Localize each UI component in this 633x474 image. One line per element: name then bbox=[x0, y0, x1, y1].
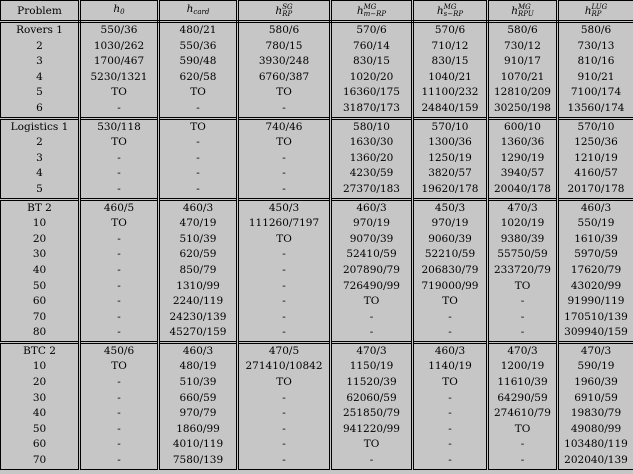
value-cell: 45270/159 bbox=[159, 325, 238, 342]
value-cell: TO bbox=[413, 375, 488, 391]
value-cell: - bbox=[238, 166, 331, 182]
value-cell: 719000/99 bbox=[413, 279, 488, 295]
problem-cell: 80 bbox=[1, 325, 80, 342]
value-cell: TO bbox=[238, 85, 331, 101]
value-cell: 206830/79 bbox=[413, 263, 488, 279]
value-cell: 170510/139 bbox=[558, 310, 633, 326]
problem-cell: 10 bbox=[1, 359, 80, 375]
table-row bbox=[1, 437, 633, 453]
value-cell: 450/6 bbox=[80, 342, 159, 359]
problem-cell: 2 bbox=[1, 135, 80, 151]
header-problem-label: Problem bbox=[17, 4, 62, 17]
value-cell: 1250/36 bbox=[558, 135, 633, 151]
value-cell: 850/79 bbox=[159, 263, 238, 279]
value-cell: - bbox=[331, 325, 413, 342]
value-cell: 470/3 bbox=[488, 342, 558, 359]
header-hmg-mrp-base: h bbox=[356, 4, 364, 17]
value-cell: 55750/59 bbox=[488, 247, 558, 263]
table-row bbox=[1, 182, 633, 199]
problem-cell: 4 bbox=[1, 70, 80, 86]
value-cell: - bbox=[80, 422, 159, 438]
problem-cell: 4 bbox=[1, 166, 80, 182]
value-cell: 13560/174 bbox=[558, 101, 633, 118]
value-cell: 780/15 bbox=[238, 39, 331, 55]
value-cell: 510/39 bbox=[159, 375, 238, 391]
value-cell: 5230/1321 bbox=[80, 70, 159, 86]
value-cell: - bbox=[413, 453, 488, 469]
value-cell: 1300/36 bbox=[413, 135, 488, 151]
value-cell: 1140/19 bbox=[413, 359, 488, 375]
table-row bbox=[1, 166, 633, 182]
header-hmg-rpu-base: h bbox=[511, 4, 518, 17]
value-cell: 20170/178 bbox=[558, 182, 633, 199]
value-cell: 450/3 bbox=[413, 199, 488, 216]
value-cell: 1200/19 bbox=[488, 359, 558, 375]
table-row bbox=[1, 310, 633, 326]
problem-cell: 20 bbox=[1, 232, 80, 248]
problem-cell: 2 bbox=[1, 39, 80, 55]
value-cell: 740/46 bbox=[238, 118, 331, 135]
table-row bbox=[1, 54, 633, 70]
table-row bbox=[1, 22, 633, 39]
table-row bbox=[1, 70, 633, 86]
value-cell: 11610/39 bbox=[488, 375, 558, 391]
value-cell: - bbox=[488, 310, 558, 326]
value-cell: 710/12 bbox=[413, 39, 488, 55]
value-cell: 470/3 bbox=[558, 342, 633, 359]
value-cell: 1860/99 bbox=[159, 422, 238, 438]
value-cell: - bbox=[159, 135, 238, 151]
value-cell: TO bbox=[159, 118, 238, 135]
value-cell: 1020/20 bbox=[331, 70, 413, 86]
table-row bbox=[1, 359, 633, 375]
value-cell: - bbox=[80, 325, 159, 342]
value-cell: 52210/59 bbox=[413, 247, 488, 263]
value-cell: 580/6 bbox=[488, 22, 558, 39]
value-cell: 7580/139 bbox=[159, 453, 238, 469]
value-cell: 27370/183 bbox=[331, 182, 413, 199]
value-cell: 760/14 bbox=[331, 39, 413, 55]
value-cell: 111260/7197 bbox=[238, 216, 331, 232]
header-hcard-base: h bbox=[186, 3, 194, 15]
value-cell: 460/5 bbox=[80, 199, 159, 216]
value-cell: - bbox=[238, 391, 331, 407]
value-cell: 9380/39 bbox=[488, 232, 558, 248]
value-cell: 510/39 bbox=[159, 232, 238, 248]
value-cell: 941220/99 bbox=[331, 422, 413, 438]
value-cell: 470/3 bbox=[488, 199, 558, 216]
value-cell: 570/6 bbox=[413, 22, 488, 39]
table-row bbox=[1, 39, 633, 55]
problem-cell: 60 bbox=[1, 294, 80, 310]
table-row bbox=[1, 453, 633, 469]
value-cell: 730/12 bbox=[488, 39, 558, 55]
table-row bbox=[1, 325, 633, 342]
value-cell: 660/59 bbox=[159, 391, 238, 407]
table-row bbox=[1, 101, 633, 118]
header-row bbox=[1, 1, 633, 22]
value-cell: TO bbox=[80, 85, 159, 101]
value-cell: TO bbox=[238, 375, 331, 391]
problem-cell: 5 bbox=[1, 182, 80, 199]
value-cell: TO bbox=[331, 437, 413, 453]
table-row bbox=[1, 342, 633, 359]
value-cell: - bbox=[331, 453, 413, 469]
table-row bbox=[1, 294, 633, 310]
value-cell: 6910/59 bbox=[558, 391, 633, 407]
value-cell: 207890/79 bbox=[331, 263, 413, 279]
value-cell: - bbox=[80, 182, 159, 199]
problem-cell: 20 bbox=[1, 375, 80, 391]
value-cell: 480/21 bbox=[159, 22, 238, 39]
value-cell: 450/3 bbox=[238, 199, 331, 216]
header-h0-sub: 0 bbox=[120, 8, 125, 16]
table-row bbox=[1, 199, 633, 216]
table-row bbox=[1, 375, 633, 391]
header-hlug-rp bbox=[558, 1, 633, 22]
value-cell: TO bbox=[80, 359, 159, 375]
value-cell: 590/19 bbox=[558, 359, 633, 375]
value-cell: 1290/19 bbox=[488, 151, 558, 167]
value-cell: - bbox=[413, 391, 488, 407]
value-cell: - bbox=[159, 151, 238, 167]
value-cell: 580/10 bbox=[331, 118, 413, 135]
value-cell: 4230/59 bbox=[331, 166, 413, 182]
table-row bbox=[1, 216, 633, 232]
value-cell: 271410/10842 bbox=[238, 359, 331, 375]
value-cell: - bbox=[80, 406, 159, 422]
value-cell: - bbox=[413, 310, 488, 326]
problem-cell: 60 bbox=[1, 437, 80, 453]
value-cell: 460/3 bbox=[331, 199, 413, 216]
value-cell: - bbox=[413, 437, 488, 453]
value-cell: 233720/79 bbox=[488, 263, 558, 279]
value-cell: 1310/99 bbox=[159, 279, 238, 295]
value-cell: 274610/79 bbox=[488, 406, 558, 422]
value-cell: 460/3 bbox=[159, 342, 238, 359]
header-hcard-sub: card bbox=[193, 8, 210, 16]
header-hlug-rp-sub: RP bbox=[591, 9, 602, 18]
value-cell: 910/17 bbox=[488, 54, 558, 70]
header-hlug-rp-sup: LUG bbox=[591, 2, 608, 11]
value-cell: - bbox=[238, 310, 331, 326]
value-cell: TO bbox=[331, 294, 413, 310]
value-cell: 17620/79 bbox=[558, 263, 633, 279]
value-cell: 1040/21 bbox=[413, 70, 488, 86]
value-cell: 1210/19 bbox=[558, 151, 633, 167]
value-cell: - bbox=[488, 294, 558, 310]
value-cell: 470/3 bbox=[331, 342, 413, 359]
header-h0-base: h bbox=[113, 3, 121, 15]
value-cell: 830/15 bbox=[331, 54, 413, 70]
problem-cell: 3 bbox=[1, 54, 80, 70]
value-cell: 550/36 bbox=[159, 39, 238, 55]
value-cell: - bbox=[80, 232, 159, 248]
value-cell: - bbox=[80, 310, 159, 326]
value-cell: - bbox=[80, 151, 159, 167]
value-cell: - bbox=[159, 166, 238, 182]
value-cell: 309940/159 bbox=[558, 325, 633, 342]
value-cell: 580/6 bbox=[558, 22, 633, 39]
value-cell: - bbox=[488, 453, 558, 469]
value-cell: 31870/173 bbox=[331, 101, 413, 118]
value-cell: 16360/175 bbox=[331, 85, 413, 101]
problem-cell: BTC 2 bbox=[1, 342, 80, 359]
value-cell: 91990/119 bbox=[558, 294, 633, 310]
header-hmg-srp-sup: MG bbox=[443, 2, 457, 11]
value-cell: 4160/57 bbox=[558, 166, 633, 182]
value-cell: - bbox=[80, 166, 159, 182]
value-cell: - bbox=[238, 247, 331, 263]
value-cell: 251850/79 bbox=[331, 406, 413, 422]
problem-cell: 3 bbox=[1, 151, 80, 167]
value-cell: 810/16 bbox=[558, 54, 633, 70]
value-cell: - bbox=[80, 279, 159, 295]
value-cell: 910/21 bbox=[558, 70, 633, 86]
value-cell: 620/58 bbox=[159, 70, 238, 86]
header-hmg-srp bbox=[413, 1, 488, 22]
value-cell: 1360/20 bbox=[331, 151, 413, 167]
problem-cell: 5 bbox=[1, 85, 80, 101]
value-cell: 43020/99 bbox=[558, 279, 633, 295]
value-cell: - bbox=[159, 182, 238, 199]
value-cell: 570/10 bbox=[413, 118, 488, 135]
problem-cell: 50 bbox=[1, 279, 80, 295]
value-cell: 1030/262 bbox=[80, 39, 159, 55]
value-cell: 1630/30 bbox=[331, 135, 413, 151]
table-row bbox=[1, 391, 633, 407]
value-cell: 62060/59 bbox=[331, 391, 413, 407]
header-hlug-rp-base: h bbox=[584, 4, 592, 17]
table-row bbox=[1, 135, 633, 151]
value-cell: 3820/57 bbox=[413, 166, 488, 182]
header-hsg-rp-base: h bbox=[275, 4, 283, 17]
value-cell: TO bbox=[238, 135, 331, 151]
value-cell: - bbox=[238, 279, 331, 295]
value-cell: 52410/59 bbox=[331, 247, 413, 263]
header-h0 bbox=[80, 1, 159, 22]
value-cell: 550/19 bbox=[558, 216, 633, 232]
header-hmg-mrp bbox=[331, 1, 413, 22]
value-cell: 19620/178 bbox=[413, 182, 488, 199]
value-cell: - bbox=[80, 247, 159, 263]
header-hmg-srp-sub: s−RP bbox=[443, 9, 464, 18]
value-cell: 830/15 bbox=[413, 54, 488, 70]
value-cell: 24230/139 bbox=[159, 310, 238, 326]
value-cell: 620/59 bbox=[159, 247, 238, 263]
value-cell: 470/5 bbox=[238, 342, 331, 359]
value-cell: TO bbox=[413, 294, 488, 310]
value-cell: 480/19 bbox=[159, 359, 238, 375]
value-cell: - bbox=[331, 310, 413, 326]
problem-cell: BT 2 bbox=[1, 199, 80, 216]
value-cell: 11520/39 bbox=[331, 375, 413, 391]
table-row bbox=[1, 422, 633, 438]
problem-cell: 6 bbox=[1, 101, 80, 118]
value-cell: TO bbox=[80, 216, 159, 232]
value-cell: 11100/232 bbox=[413, 85, 488, 101]
value-cell: - bbox=[80, 453, 159, 469]
value-cell: 30250/198 bbox=[488, 101, 558, 118]
table-row bbox=[1, 151, 633, 167]
table-row bbox=[1, 406, 633, 422]
value-cell: 970/79 bbox=[159, 406, 238, 422]
value-cell: TO bbox=[488, 422, 558, 438]
value-cell: - bbox=[238, 151, 331, 167]
value-cell: 1020/19 bbox=[488, 216, 558, 232]
header-problem bbox=[1, 1, 80, 22]
value-cell: 202040/139 bbox=[558, 453, 633, 469]
value-cell: 460/3 bbox=[159, 199, 238, 216]
header-hsg-rp-sup: SG bbox=[282, 2, 293, 11]
value-cell: 550/36 bbox=[80, 22, 159, 39]
table-row bbox=[1, 85, 633, 101]
table-row bbox=[1, 118, 633, 135]
value-cell: 730/13 bbox=[558, 39, 633, 55]
problem-cell: 70 bbox=[1, 310, 80, 326]
value-cell: 970/19 bbox=[331, 216, 413, 232]
value-cell: 64290/59 bbox=[488, 391, 558, 407]
value-cell: 1610/39 bbox=[558, 232, 633, 248]
value-cell: 1960/39 bbox=[558, 375, 633, 391]
problem-cell: 70 bbox=[1, 453, 80, 469]
value-cell: - bbox=[238, 453, 331, 469]
value-cell: 12810/209 bbox=[488, 85, 558, 101]
value-cell: - bbox=[80, 375, 159, 391]
value-cell: - bbox=[413, 325, 488, 342]
value-cell: 24840/159 bbox=[413, 101, 488, 118]
header-hmg-rpu-sub: RPU bbox=[518, 9, 534, 18]
header-hmg-rpu-sup: MG bbox=[518, 2, 531, 11]
value-cell: - bbox=[413, 406, 488, 422]
value-cell: 49080/99 bbox=[558, 422, 633, 438]
value-cell: 3930/248 bbox=[238, 54, 331, 70]
value-cell: 570/6 bbox=[331, 22, 413, 39]
value-cell: 19830/79 bbox=[558, 406, 633, 422]
value-cell: - bbox=[238, 101, 331, 118]
value-cell: 5970/59 bbox=[558, 247, 633, 263]
value-cell: 470/19 bbox=[159, 216, 238, 232]
value-cell: 1070/21 bbox=[488, 70, 558, 86]
value-cell: - bbox=[80, 391, 159, 407]
value-cell: 600/10 bbox=[488, 118, 558, 135]
value-cell: - bbox=[238, 422, 331, 438]
value-cell: 1700/467 bbox=[80, 54, 159, 70]
value-cell: 20040/178 bbox=[488, 182, 558, 199]
problem-cell: 40 bbox=[1, 263, 80, 279]
value-cell: TO bbox=[80, 135, 159, 151]
problem-cell: 30 bbox=[1, 247, 80, 263]
problem-cell: 40 bbox=[1, 406, 80, 422]
value-cell: 3940/57 bbox=[488, 166, 558, 182]
value-cell: - bbox=[238, 182, 331, 199]
value-cell: 1250/19 bbox=[413, 151, 488, 167]
value-cell: TO bbox=[159, 85, 238, 101]
table-row bbox=[1, 263, 633, 279]
value-cell: - bbox=[159, 101, 238, 118]
header-hmg-rpu bbox=[488, 1, 558, 22]
value-cell: 530/118 bbox=[80, 118, 159, 135]
value-cell: TO bbox=[238, 232, 331, 248]
value-cell: - bbox=[238, 325, 331, 342]
value-cell: 580/6 bbox=[238, 22, 331, 39]
value-cell: - bbox=[488, 437, 558, 453]
value-cell: - bbox=[80, 263, 159, 279]
header-hmg-mrp-sub: m−RP bbox=[363, 9, 387, 18]
problem-cell: Logistics 1 bbox=[1, 118, 80, 135]
header-hsg-rp bbox=[238, 1, 331, 22]
value-cell: - bbox=[238, 437, 331, 453]
value-cell: 9060/39 bbox=[413, 232, 488, 248]
value-cell: - bbox=[80, 101, 159, 118]
value-cell: 9070/39 bbox=[331, 232, 413, 248]
value-cell: - bbox=[80, 294, 159, 310]
value-cell: 1360/36 bbox=[488, 135, 558, 151]
value-cell: 460/3 bbox=[413, 342, 488, 359]
problem-cell: 30 bbox=[1, 391, 80, 407]
header-hcard bbox=[159, 1, 238, 22]
problem-cell: 10 bbox=[1, 216, 80, 232]
value-cell: - bbox=[80, 437, 159, 453]
problem-cell: Rovers 1 bbox=[1, 22, 80, 39]
table-row bbox=[1, 279, 633, 295]
value-cell: 590/48 bbox=[159, 54, 238, 70]
value-cell: - bbox=[238, 294, 331, 310]
value-cell: 103480/119 bbox=[558, 437, 633, 453]
value-cell: 2240/119 bbox=[159, 294, 238, 310]
value-cell: 1150/19 bbox=[331, 359, 413, 375]
value-cell: 7100/174 bbox=[558, 85, 633, 101]
value-cell: 6760/387 bbox=[238, 70, 331, 86]
value-cell: 460/3 bbox=[558, 199, 633, 216]
value-cell: 970/19 bbox=[413, 216, 488, 232]
table-body bbox=[1, 22, 633, 470]
value-cell: 4010/119 bbox=[159, 437, 238, 453]
header-hmg-mrp-sup: MG bbox=[363, 2, 377, 11]
value-cell: - bbox=[238, 263, 331, 279]
problem-cell: 50 bbox=[1, 422, 80, 438]
table-row bbox=[1, 232, 633, 248]
header-hsg-rp-sub: RP bbox=[282, 9, 293, 18]
value-cell: - bbox=[488, 325, 558, 342]
header-hmg-srp-base: h bbox=[436, 4, 444, 17]
value-cell: - bbox=[238, 406, 331, 422]
value-cell: TO bbox=[488, 279, 558, 295]
value-cell: 726490/99 bbox=[331, 279, 413, 295]
value-cell: - bbox=[413, 422, 488, 438]
table-row bbox=[1, 247, 633, 263]
value-cell: 570/10 bbox=[558, 118, 633, 135]
